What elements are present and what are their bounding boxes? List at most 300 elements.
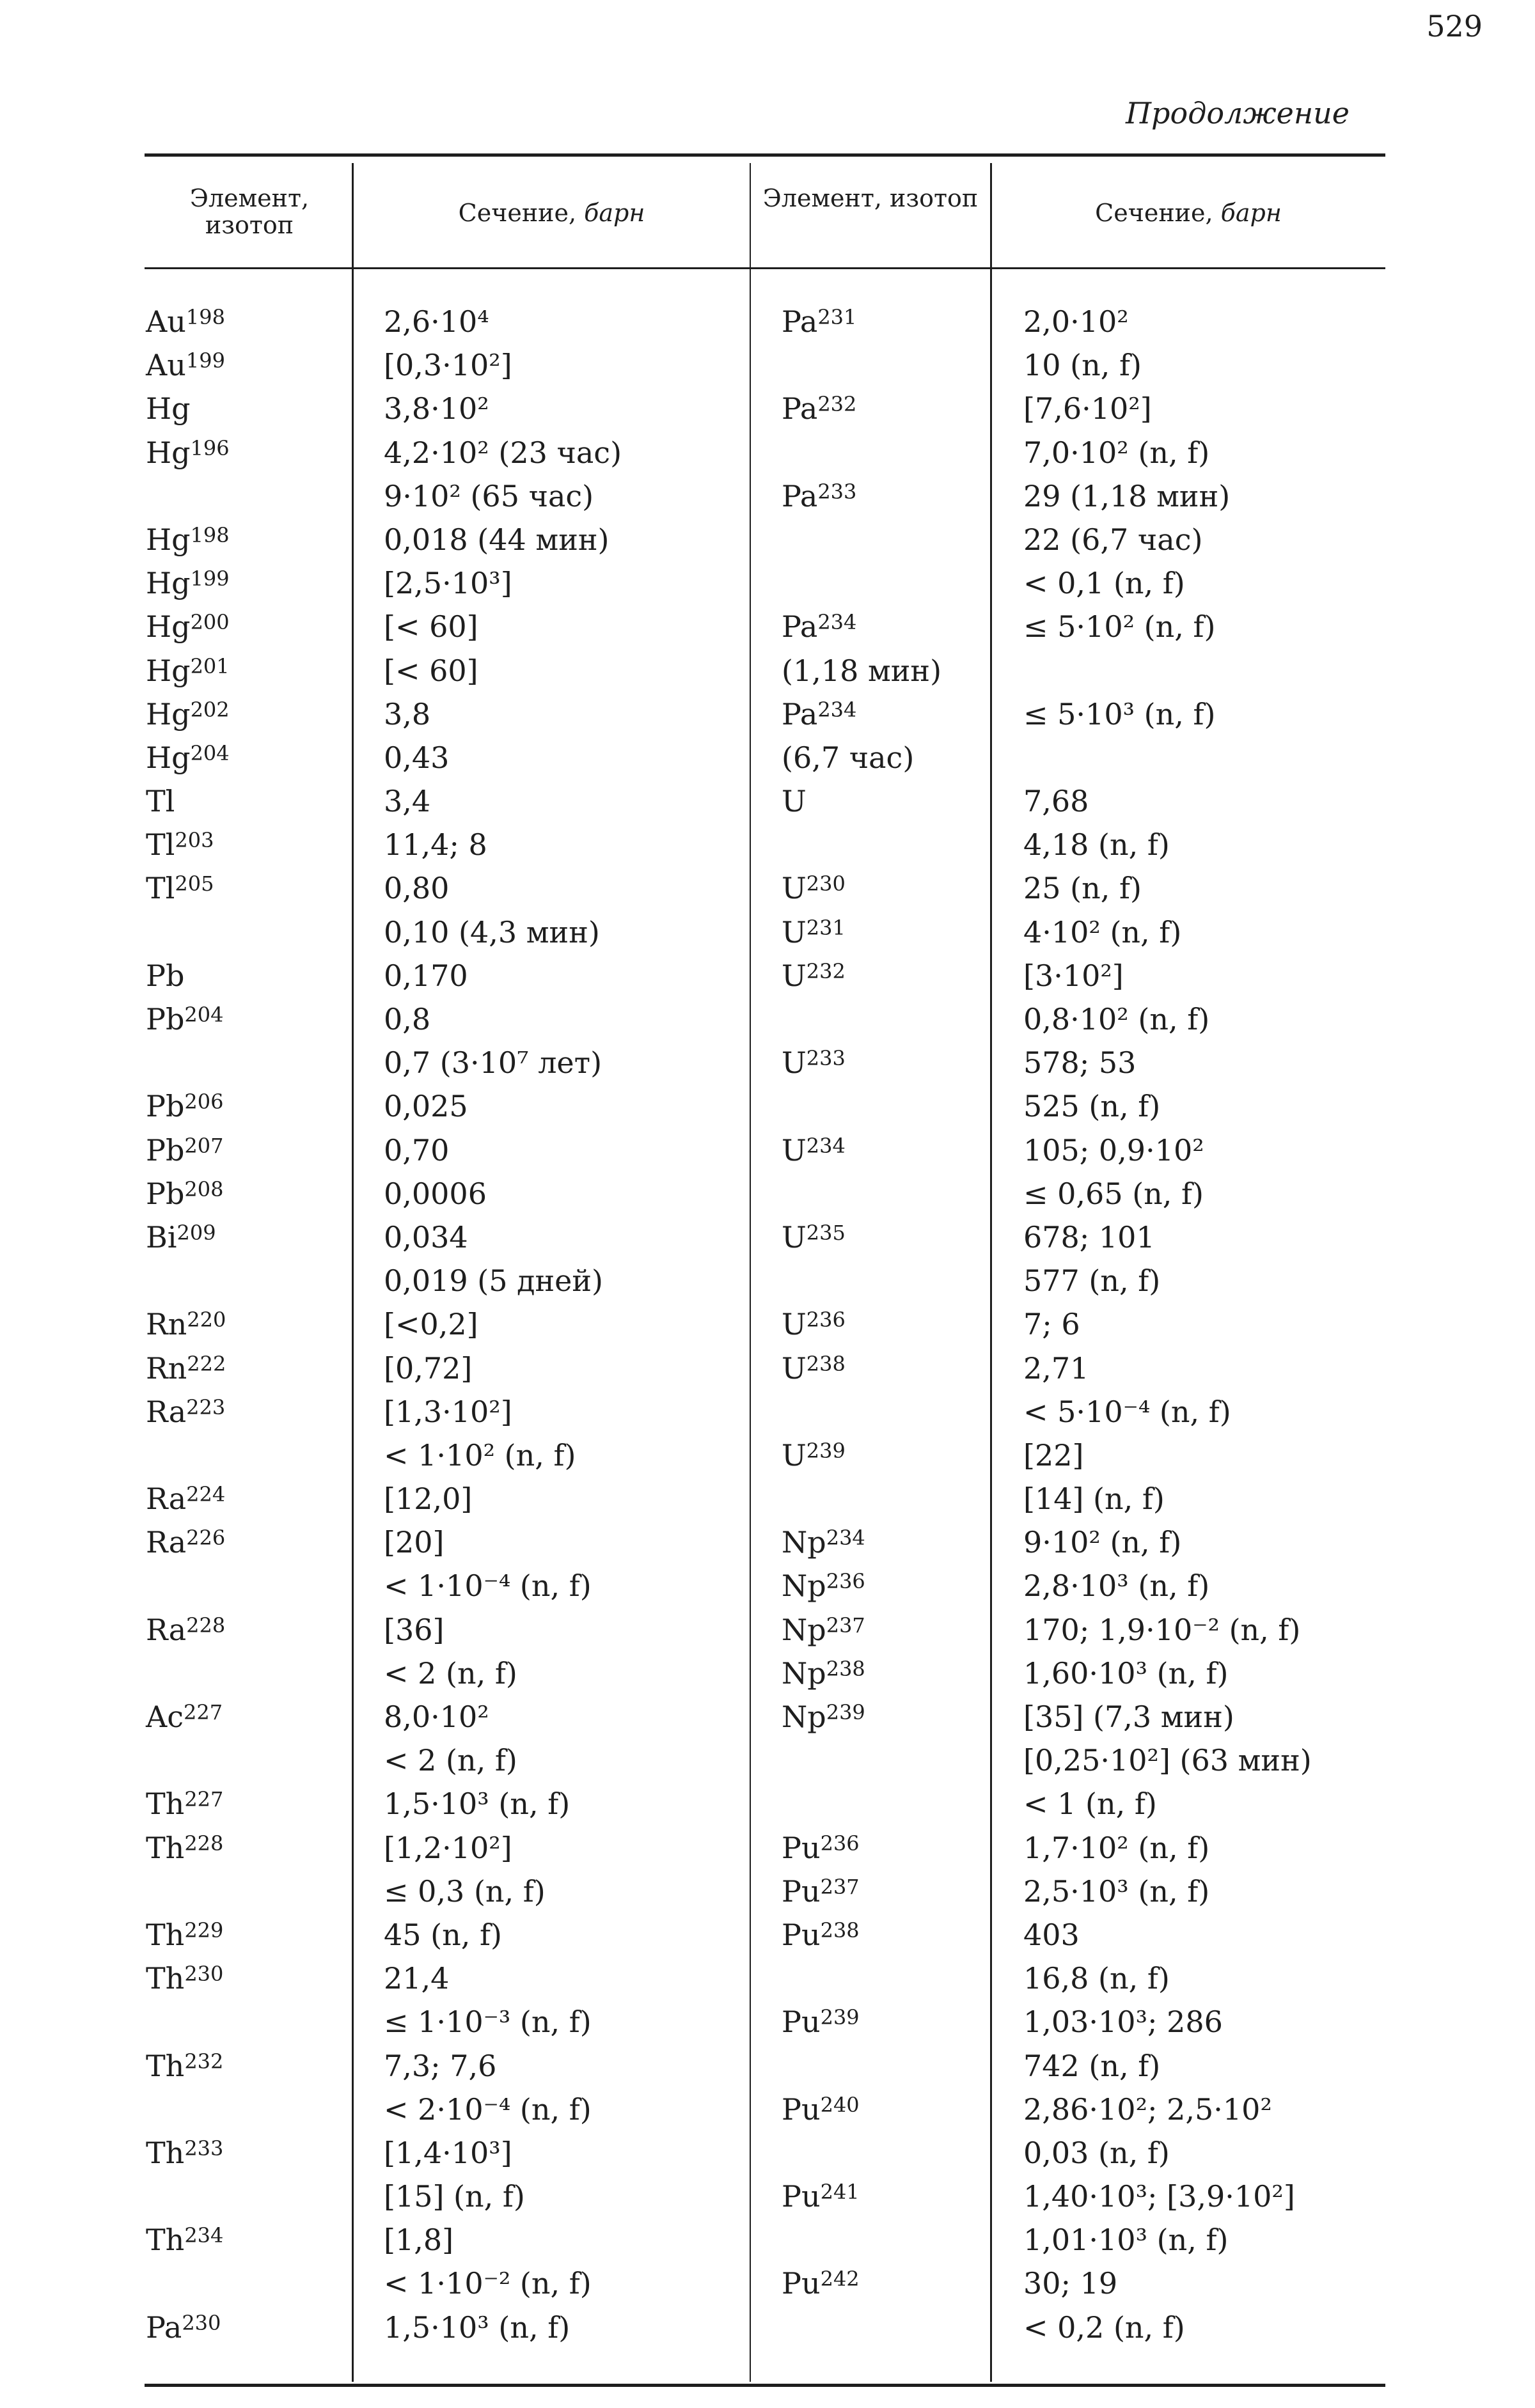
right-section-cell: 0,8·10² (n, f) [1023, 1002, 1210, 1036]
left-section-cell: 0,10 (4,3 мин) [384, 914, 600, 950]
mass-number: 232 [184, 2049, 224, 2074]
left-isotope-cell [146, 2218, 230, 2262]
right-section-cell: 170; 1,9·10⁻² (n, f) [1023, 1612, 1301, 1647]
left-section-cell: 3,4 [384, 784, 431, 819]
right-section-cell: 4·10² (n, f) [1023, 914, 1182, 950]
element-symbol: Th [146, 1786, 185, 1822]
right-section-cell: < 0,2 (n, f) [1023, 2310, 1185, 2345]
left-section-cell: [1,4·10³] [384, 2135, 512, 2170]
right-isotope-cell [782, 300, 941, 343]
mass-number: 233 [817, 479, 857, 504]
left-section-cell: [< 60] [384, 609, 478, 645]
right-section-cell: [35] (7,3 мин) [1023, 1700, 1234, 1734]
element-symbol: (6,7 час) [782, 740, 915, 775]
left-section-cell: 45 (n, f) [384, 1917, 502, 1952]
right-section-cell: 7,68 [1023, 784, 1089, 819]
left-isotope-cell [146, 692, 230, 736]
right-section-cell: 25 (n, f) [1023, 871, 1142, 906]
right-isotope-cell [782, 1521, 941, 1564]
left-section-cell: 9·10² (65 час) [384, 478, 594, 513]
right-section-cell: 2,0·10² [1023, 304, 1129, 339]
left-section-cell: 11,4; 8 [384, 827, 487, 863]
right-section-cell: 577 (n, f) [1023, 1263, 1161, 1299]
element-symbol: Hg [146, 391, 191, 426]
element-symbol: Th [146, 2223, 185, 2258]
left-isotope-cell [146, 387, 230, 430]
right-section-cell: ≤ 5·10² (n, f) [1023, 609, 1216, 645]
left-isotope-cell [146, 2262, 230, 2305]
mass-number: 232 [817, 392, 857, 417]
mass-number: 205 [175, 872, 214, 896]
left-section-cell: [0,72] [384, 1350, 473, 1386]
element-symbol: Hg [146, 740, 191, 775]
left-isotope-cell [146, 1347, 230, 1390]
right-section-cell: 2,8·10³ (n, f) [1023, 1568, 1210, 1604]
right-isotope-cell [782, 518, 941, 561]
left-isotope-cell [146, 2306, 230, 2349]
right-isotope-cell [782, 1302, 941, 1346]
right-section-cell: ≤ 5·10³ (n, f) [1023, 696, 1216, 731]
element-symbol: Hg [146, 653, 191, 688]
right-isotope-cell [782, 2044, 941, 2088]
right-section-cell: < 5·10⁻⁴ (n, f) [1023, 1394, 1231, 1429]
element-symbol: Bi [146, 1219, 177, 1255]
right-isotope-cell [782, 1477, 941, 1521]
header-element-right: Элемент, изотоп [762, 184, 979, 212]
left-isotope-cell [146, 866, 230, 910]
left-isotope-cell [146, 954, 230, 997]
left-section-cell: [<0,2] [384, 1307, 478, 1342]
right-isotope-cell [782, 1041, 941, 1084]
left-section-cell: 3,8 [384, 696, 431, 731]
mass-number: 237 [820, 1874, 860, 1899]
mass-number: 234 [806, 1133, 846, 1158]
element-symbol: Ra [146, 1525, 187, 1560]
mass-number: 234 [817, 610, 857, 635]
right-isotope-cell [782, 2175, 941, 2218]
element-symbol: Pu [782, 1917, 821, 1952]
mass-number: 236 [826, 1569, 865, 1594]
right-section-cell: 1,40·10³; [3,9·10²] [1023, 2179, 1295, 2214]
right-section-cell: [14] (n, f) [1023, 1482, 1165, 1517]
right-section-cell: [7,6·10²] [1023, 391, 1152, 426]
mass-number: 231 [806, 915, 846, 940]
element-symbol: U [782, 958, 807, 993]
mass-number: 232 [806, 958, 846, 983]
mass-number: 240 [820, 2092, 860, 2117]
left-isotope-cell [146, 2088, 230, 2131]
element-symbol: Ac [146, 1700, 184, 1734]
element-symbol: Pa [782, 696, 818, 731]
right-section-cell [1023, 649, 1312, 692]
left-section-cell: 0,80 [384, 871, 450, 906]
element-symbol: Pu [782, 1873, 821, 1909]
right-section-cell: 2,71 [1023, 1350, 1089, 1386]
element-symbol: Tl [146, 827, 175, 863]
left-isotope-cell [146, 431, 230, 474]
left-isotope-cell [146, 2044, 230, 2088]
right-section-cell: 9·10² (n, f) [1023, 1525, 1182, 1560]
element-symbol: U [782, 1132, 807, 1168]
mass-number: 239 [806, 1438, 846, 1463]
right-isotope-cell [782, 2218, 941, 2262]
left-section-cell: 1,5·10³ (n, f) [384, 1786, 571, 1822]
header-element-left: Элемент, изотоп [189, 184, 310, 239]
right-isotope-cell [782, 1129, 941, 1172]
element-symbol: Th [146, 2135, 185, 2170]
mass-number: 238 [820, 1918, 860, 1943]
left-section-cell: 8,0·10² [384, 1700, 489, 1734]
mass-number: 230 [806, 872, 846, 896]
left-isotope-cell [146, 1695, 230, 1739]
right-section-cell: 22 (6,7 час) [1023, 522, 1203, 557]
mass-number: 229 [184, 1918, 224, 1943]
mass-number: 228 [186, 1613, 226, 1638]
right-section-cell: 2,86·10²; 2,5·10² [1023, 2091, 1272, 2127]
element-symbol: Np [782, 1700, 826, 1734]
mass-number: 201 [190, 653, 230, 678]
mass-number: 230 [182, 2310, 221, 2335]
left-section-cell: < 1·10⁻² (n, f) [384, 2266, 592, 2301]
left-section-cell: 2,6·10⁴ [384, 304, 489, 339]
element-symbol: U [782, 914, 807, 950]
mass-number: 236 [820, 1831, 860, 1856]
left-section-cell: < 2 (n, f) [384, 1655, 517, 1691]
element-symbol: Ra [146, 1482, 187, 1517]
element-symbol: Pb [146, 1132, 185, 1168]
element-symbol: Pb [146, 1002, 185, 1036]
right-isotope-cell [782, 1608, 941, 1652]
element-symbol: Pb [146, 1176, 185, 1211]
right-section-cell: < 1 (n, f) [1023, 1786, 1157, 1822]
left-section-cell: 0,025 [384, 1089, 468, 1124]
mass-number: 234 [184, 2223, 224, 2248]
left-section-cell: 7,3; 7,6 [384, 2048, 497, 2083]
right-section-cell: [22] [1023, 1437, 1084, 1473]
left-isotope-cell [146, 1652, 230, 1695]
left-section-cell: 0,0006 [384, 1176, 487, 1211]
element-symbol: Th [146, 1961, 185, 1996]
right-section-cell: 10 (n, f) [1023, 348, 1142, 383]
right-isotope-cell [782, 2262, 941, 2305]
continuation-label: Продолжение [1125, 96, 1350, 130]
left-isotope-cell [146, 1084, 230, 1128]
mass-number: 199 [185, 348, 225, 373]
element-symbol: Np [782, 1655, 826, 1691]
element-symbol: U [782, 1437, 807, 1473]
element-symbol: Pb [146, 958, 185, 993]
left-isotope-cell [146, 1870, 230, 1913]
right-section-cell: 29 (1,18 мин) [1023, 478, 1231, 513]
left-isotope-cell [146, 2000, 230, 2044]
left-section-cell: ≤ 0,3 (n, f) [384, 1873, 546, 1909]
left-section-cell: [< 60] [384, 653, 478, 688]
right-isotope-cell [782, 1216, 941, 1259]
mass-number: 230 [184, 1962, 224, 1987]
right-section-cell: 742 (n, f) [1023, 2048, 1161, 2083]
mass-number: 200 [190, 610, 230, 635]
right-isotope-cell [782, 954, 941, 997]
element-symbol: Au [146, 304, 186, 339]
element-symbol: Pu [782, 2266, 821, 2301]
right-isotope-cell [782, 605, 941, 648]
element-symbol: U [782, 784, 807, 819]
left-section-cell: 0,43 [384, 740, 450, 775]
element-symbol: Pa [782, 304, 818, 339]
left-section-cell: 0,7 (3·10⁷ лет) [384, 1045, 602, 1081]
right-isotope-cell [782, 2306, 941, 2349]
right-isotope-cell [782, 911, 941, 954]
left-isotope-cell [146, 1216, 230, 1259]
mass-number: 235 [806, 1220, 846, 1245]
left-isotope-cell [146, 1564, 230, 1607]
page-number: 529 [1426, 9, 1483, 43]
element-symbol: Np [782, 1612, 826, 1647]
right-isotope-cell [782, 997, 941, 1041]
left-section-cell: [2,5·10³] [384, 566, 512, 601]
mass-number: 227 [184, 1787, 224, 1812]
left-section-cell: < 2 (n, f) [384, 1743, 517, 1778]
mass-number: 203 [175, 828, 214, 853]
right-section-cell: 0,03 (n, f) [1023, 2135, 1170, 2170]
element-symbol: Th [146, 2048, 185, 2083]
left-isotope-cell [146, 1957, 230, 2000]
right-isotope-cell [782, 1172, 941, 1216]
left-section-cell: 0,170 [384, 958, 468, 993]
left-section-cell: [0,3·10²] [384, 348, 512, 383]
right-isotope-cell [782, 2131, 941, 2175]
mass-number: 198 [190, 522, 230, 547]
element-symbol: Rn [146, 1350, 187, 1386]
mass-number: 241 [820, 2180, 860, 2205]
left-section-cell: 0,019 (5 дней) [384, 1263, 603, 1299]
left-section-cell: 0,8 [384, 1002, 431, 1036]
right-isotope-cell [782, 823, 941, 866]
left-section-cell: [1,3·10²] [384, 1394, 512, 1429]
mass-number: 227 [183, 1700, 223, 1724]
element-symbol: Tl [146, 784, 175, 819]
element-symbol: Th [146, 1917, 185, 1952]
left-section-cell: 3,8·10² [384, 391, 489, 426]
left-element-column [146, 300, 230, 2349]
right-isotope-cell [782, 1739, 941, 1782]
mass-number: 242 [820, 2267, 860, 2292]
right-isotope-cell [782, 343, 941, 387]
left-section-cell: [36] [384, 1612, 445, 1647]
mass-number: 238 [806, 1351, 846, 1376]
element-symbol: Hg [146, 435, 191, 470]
left-isotope-cell [146, 2175, 230, 2218]
left-section-cell: [20] [384, 1525, 445, 1560]
element-symbol: Np [782, 1525, 826, 1560]
mass-number: 228 [184, 1831, 224, 1856]
element-symbol: Rn [146, 1307, 187, 1342]
column-divider [750, 163, 751, 2382]
right-isotope-cell [782, 1652, 941, 1695]
mass-number: 238 [826, 1656, 865, 1681]
right-isotope-cell [782, 1564, 941, 1607]
element-symbol: Pa [782, 609, 818, 645]
element-symbol: Pa [146, 2310, 182, 2345]
mass-number: 198 [185, 305, 225, 329]
mass-number: 237 [826, 1613, 865, 1638]
column-divider [352, 163, 354, 2382]
left-isotope-cell [146, 1608, 230, 1652]
right-section-cell: 2,5·10³ (n, f) [1023, 1873, 1210, 1909]
mass-number: 233 [184, 2136, 224, 2161]
left-isotope-cell [146, 1434, 230, 1477]
left-section-cell: < 2·10⁻⁴ (n, f) [384, 2091, 592, 2127]
left-section-cell: 0,018 (44 мин) [384, 522, 610, 557]
element-symbol: U [782, 1219, 807, 1255]
mass-number: 226 [186, 1526, 226, 1551]
mass-number: 223 [186, 1395, 226, 1419]
mass-number: 239 [826, 1700, 865, 1724]
right-isotope-cell [782, 1957, 941, 2000]
column-divider [990, 163, 992, 2382]
right-isotope-cell [782, 1870, 941, 1913]
right-section-cell: 7,0·10² (n, f) [1023, 435, 1210, 470]
left-section-cell: < 1·10² (n, f) [384, 1437, 576, 1473]
element-symbol: Pu [782, 2179, 821, 2214]
mass-number: 202 [190, 697, 230, 722]
right-section-cell: 16,8 (n, f) [1023, 1961, 1170, 1996]
left-isotope-cell [146, 518, 230, 561]
left-isotope-cell [146, 343, 230, 387]
right-isotope-cell [782, 1826, 941, 1870]
right-section-cell: 30; 19 [1023, 2266, 1118, 2301]
right-section-cell: < 0,1 (n, f) [1023, 566, 1185, 601]
right-isotope-cell [782, 561, 941, 605]
left-isotope-cell [146, 1390, 230, 1434]
left-section-cell: [1,2·10²] [384, 1830, 512, 1865]
element-symbol: Pu [782, 1830, 821, 1865]
left-section-column [384, 300, 622, 2349]
element-symbol: Th [146, 1830, 185, 1865]
mass-number: 206 [184, 1090, 224, 1114]
element-symbol: U [782, 871, 807, 906]
mass-number: 196 [190, 435, 230, 460]
left-section-cell: 0,034 [384, 1219, 468, 1255]
left-isotope-cell [146, 474, 230, 518]
mass-number: 208 [184, 1177, 224, 1201]
mass-number: 209 [177, 1220, 216, 1245]
left-isotope-cell [146, 1782, 230, 1826]
element-symbol: (1,18 мин) [782, 653, 942, 688]
mass-number: 233 [806, 1046, 846, 1071]
right-isotope-cell [782, 1390, 941, 1434]
right-isotope-cell [782, 866, 941, 910]
element-symbol: Np [782, 1568, 826, 1604]
left-isotope-cell [146, 561, 230, 605]
element-symbol: Pu [782, 2005, 821, 2040]
left-isotope-cell [146, 1826, 230, 1870]
left-isotope-cell [146, 823, 230, 866]
element-symbol: Hg [146, 696, 191, 731]
right-isotope-cell [782, 474, 941, 518]
right-isotope-cell [782, 1913, 941, 1957]
left-isotope-cell [146, 1739, 230, 1782]
mass-number: 234 [826, 1526, 865, 1551]
right-section-column [1023, 300, 1312, 2349]
element-symbol: Hg [146, 609, 191, 645]
right-section-cell: ≤ 0,65 (n, f) [1023, 1176, 1204, 1211]
right-isotope-cell [782, 2000, 941, 2044]
right-isotope-cell [782, 1347, 941, 1390]
mass-number: 204 [190, 740, 230, 765]
right-section-cell: 578; 53 [1023, 1045, 1137, 1081]
right-isotope-cell [782, 1084, 941, 1128]
mass-number: 224 [186, 1482, 226, 1507]
right-isotope-cell [782, 649, 941, 692]
right-section-cell: 678; 101 [1023, 1219, 1155, 1255]
left-section-cell: < 1·10⁻⁴ (n, f) [384, 1568, 592, 1604]
right-isotope-cell [782, 1259, 941, 1302]
right-isotope-cell [782, 1695, 941, 1739]
right-isotope-cell [782, 779, 941, 823]
right-section-cell: 1,7·10² (n, f) [1023, 1830, 1210, 1865]
top-rule [145, 153, 1385, 157]
left-isotope-cell [146, 1913, 230, 1957]
left-section-cell: ≤ 1·10⁻³ (n, f) [384, 2005, 592, 2040]
right-section-cell: 525 (n, f) [1023, 1089, 1161, 1124]
right-isotope-cell [782, 2088, 941, 2131]
left-isotope-cell [146, 2131, 230, 2175]
left-section-cell: 1,5·10³ (n, f) [384, 2310, 571, 2345]
right-isotope-cell [782, 692, 941, 736]
right-isotope-cell [782, 736, 941, 779]
right-isotope-cell [782, 1782, 941, 1826]
left-isotope-cell [146, 1041, 230, 1084]
left-section-cell: 21,4 [384, 1961, 450, 1996]
left-isotope-cell [146, 736, 230, 779]
element-symbol: Pb [146, 1089, 185, 1124]
element-symbol: Pa [782, 391, 818, 426]
left-section-cell: 0,70 [384, 1132, 450, 1168]
left-isotope-cell [146, 997, 230, 1041]
left-isotope-cell [146, 649, 230, 692]
element-symbol: Pa [782, 478, 818, 513]
element-symbol: U [782, 1350, 807, 1386]
mass-number: 231 [817, 305, 857, 329]
mass-number: 207 [184, 1133, 224, 1158]
element-symbol: Ra [146, 1612, 187, 1647]
header-section-right: Сечение, барн [1095, 199, 1282, 227]
right-section-cell: [3·10²] [1023, 958, 1124, 993]
right-section-cell: [0,25·10²] (63 мин) [1023, 1743, 1312, 1778]
element-symbol: U [782, 1045, 807, 1081]
right-isotope-cell [782, 387, 941, 430]
left-isotope-cell [146, 1302, 230, 1346]
right-section-cell: 105; 0,9·10² [1023, 1132, 1204, 1168]
left-section-cell: [1,8] [384, 2223, 454, 2258]
right-section-cell: 7; 6 [1023, 1307, 1080, 1342]
left-isotope-cell [146, 1477, 230, 1521]
right-section-cell: 4,18 (n, f) [1023, 827, 1170, 863]
right-section-cell [1023, 736, 1312, 779]
mass-number: 204 [184, 1003, 224, 1027]
left-isotope-cell [146, 1259, 230, 1302]
mass-number: 236 [806, 1308, 846, 1333]
left-isotope-cell [146, 911, 230, 954]
left-isotope-cell [146, 1172, 230, 1216]
right-section-cell: 1,03·10³; 286 [1023, 2005, 1223, 2040]
element-symbol: Pu [782, 2091, 821, 2127]
left-section-cell: [15] (n, f) [384, 2179, 525, 2214]
left-isotope-cell [146, 605, 230, 648]
element-symbol: Hg [146, 566, 191, 601]
right-section-cell: 1,60·10³ (n, f) [1023, 1655, 1229, 1691]
